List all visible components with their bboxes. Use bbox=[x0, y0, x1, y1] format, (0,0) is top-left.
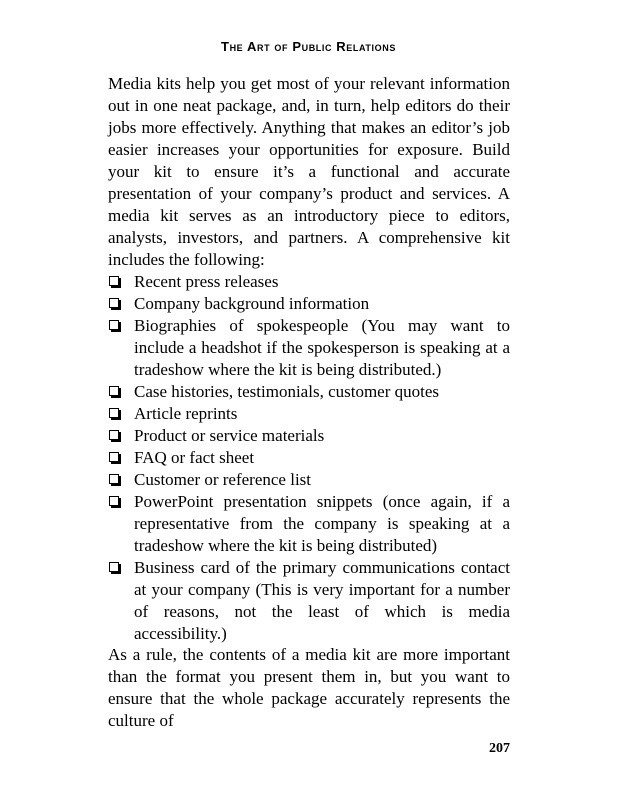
checklist-item bbox=[108, 557, 510, 645]
checklist-item-text: Case histories, testimonials, customer quotes bbox=[134, 382, 440, 401]
checklist-item bbox=[108, 447, 510, 469]
closing-paragraph: As a rule, the contents of a media kit are more important than the format you present them in, but you want to ensure that the whole package accurately represents the culture of bbox=[108, 645, 510, 730]
checkbox-icon bbox=[109, 276, 119, 286]
checklist-item-text: PowerPoint presentation snippets (once again, if a representative from the company is speaking at a tradeshow where the kit is being distributed) bbox=[134, 492, 510, 555]
checklist-item bbox=[108, 315, 510, 381]
checklist-item-text: Business card of the primary communications contact at your company (This is very important for a number of reasons, not the least of which is media accessibility.) bbox=[134, 558, 510, 643]
checklist-item bbox=[108, 271, 510, 293]
checkbox-icon bbox=[109, 408, 119, 418]
checklist-item-text: Product or service materials bbox=[134, 426, 325, 445]
checkbox-icon bbox=[109, 386, 119, 396]
checkbox-icon bbox=[109, 474, 119, 484]
intro-paragraph: Media kits help you get most of your relevant information out in one neat package, and, in turn, help editors do their jobs more effectively. Anything that makes an editor’s job easier increases your opportunities for exposure. Build your kit to ensure it’s a functional and accurate presentation of your company’s product and services. A media kit serves as an introductory piece to editors, analysts, investors, and partners. A comprehensive kit includes the following: bbox=[108, 74, 510, 269]
checklist-item-text: Article reprints bbox=[134, 404, 238, 423]
checklist-item-text: FAQ or fact sheet bbox=[134, 448, 255, 467]
checklist-item-text: Recent press releases bbox=[134, 272, 279, 291]
checklist-item-text: Company background information bbox=[134, 294, 370, 313]
checkbox-icon bbox=[109, 298, 119, 308]
checklist-item bbox=[108, 469, 510, 491]
media-kit-checklist bbox=[108, 271, 510, 645]
checkbox-icon bbox=[109, 320, 119, 330]
checklist-item bbox=[108, 491, 510, 557]
checklist-item-text: Customer or reference list bbox=[134, 470, 312, 489]
checklist-item bbox=[108, 425, 510, 447]
checklist-item bbox=[108, 381, 510, 403]
checkbox-icon bbox=[109, 496, 119, 506]
running-head: The Art of Public Relations bbox=[221, 39, 396, 54]
checklist-item bbox=[108, 293, 510, 315]
checkbox-icon bbox=[109, 562, 119, 572]
checkbox-icon bbox=[109, 452, 119, 462]
page-number: 207 bbox=[489, 741, 510, 756]
checkbox-icon bbox=[109, 430, 119, 440]
checklist-item-text: Biographies of spokespeople (You may want to include a headshot if the spokesperson is speaking at a tradeshow where the kit is being distributed.) bbox=[134, 316, 510, 379]
checklist-item bbox=[108, 403, 510, 425]
